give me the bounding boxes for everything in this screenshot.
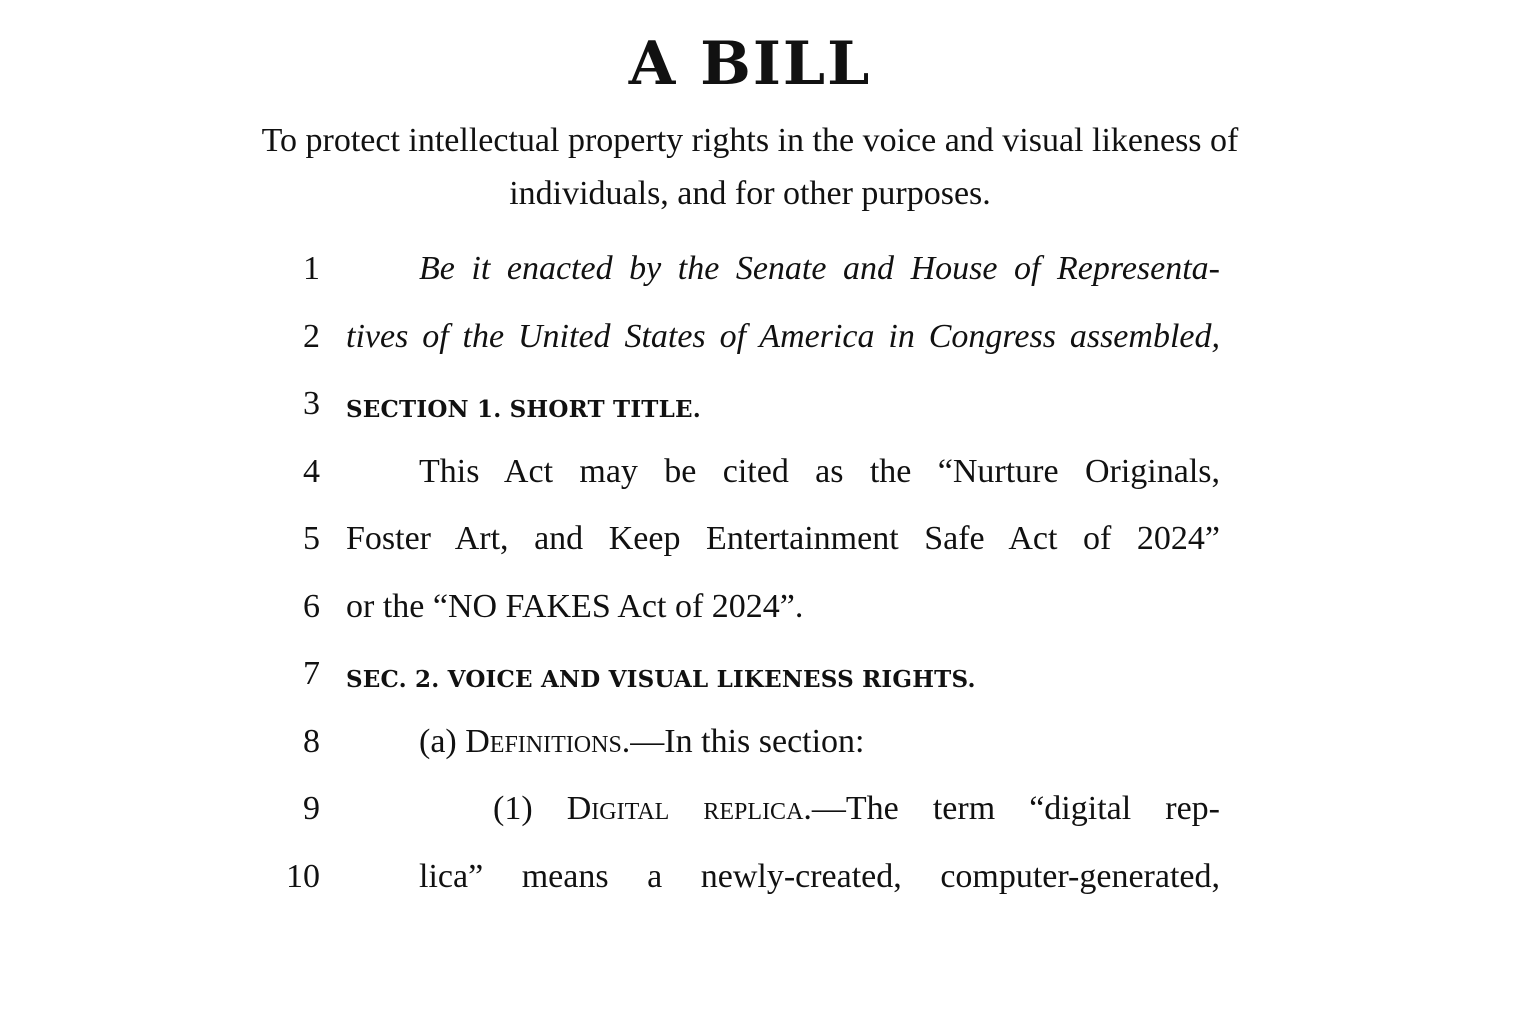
line-number: 10 xyxy=(286,857,320,895)
bill-title: A BILL xyxy=(628,29,872,99)
paragraph-1-continued: lica” means a newly-created, computer-generated, xyxy=(419,857,1220,895)
line-1 xyxy=(0,235,1534,303)
line-3 xyxy=(0,370,1534,438)
subsection-term: Definitions xyxy=(465,722,622,760)
short-title-text-continued: Foster Art, and Keep Entertainment Safe Act of 2024” xyxy=(346,520,1220,557)
line-number: 2 xyxy=(303,317,320,355)
line-number: 6 xyxy=(303,587,320,625)
section-1-heading: SECTION 1. SHORT TITLE. xyxy=(346,396,701,423)
line-number: 3 xyxy=(303,385,320,422)
line-number: 8 xyxy=(303,722,320,760)
short-title-text-end: or the “NO FAKES Act of 2024”. xyxy=(346,587,804,625)
numbered-lines xyxy=(0,235,1534,910)
paragraph-prefix: (1) xyxy=(493,790,567,827)
line-6 xyxy=(0,573,1534,641)
line-2 xyxy=(0,303,1534,371)
line-number: 1 xyxy=(303,250,320,287)
line-number: 7 xyxy=(303,655,320,692)
paragraph-term: Digital replica xyxy=(566,790,804,827)
line-8 xyxy=(0,708,1534,776)
short-title-text: This Act may be cited as the “Nurture Originals, xyxy=(419,452,1220,490)
enacting-clause-continued: tives of the United States of America in Congress assembled, xyxy=(346,317,1220,355)
enacting-clause: Be it enacted by the Senate and House of Representa- xyxy=(419,250,1220,287)
line-5 xyxy=(0,505,1534,573)
paragraph-1-digital-replica xyxy=(493,789,1220,829)
paragraph-suffix: .—The term “digital rep- xyxy=(803,790,1220,827)
line-number: 9 xyxy=(303,790,320,827)
line-10 xyxy=(0,843,1534,911)
subsection-a-definitions xyxy=(419,722,1220,762)
line-9 xyxy=(0,775,1534,843)
line-number: 5 xyxy=(303,520,320,557)
section-2-heading: SEC. 2. VOICE AND VISUAL LIKENESS RIGHTS. xyxy=(346,666,976,693)
line-7 xyxy=(0,640,1534,708)
line-number: 4 xyxy=(303,452,320,490)
subsection-suffix: .—In this section: xyxy=(621,722,865,760)
bill-purpose: To protect intellectual property rights in the voice and visual likeness of individuals, and for other purposes. xyxy=(261,122,1239,212)
subsection-prefix: (a) xyxy=(419,722,466,760)
line-4 xyxy=(0,438,1534,506)
